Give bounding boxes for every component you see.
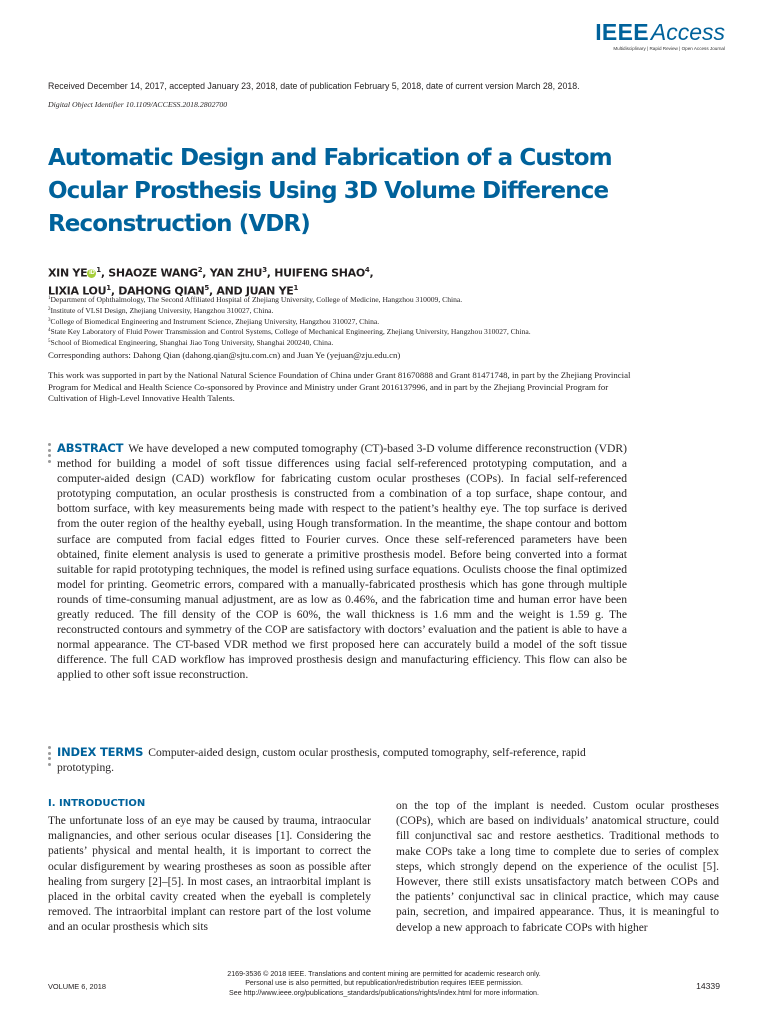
author-affiliation-number: 1	[106, 283, 111, 292]
affiliation-text: Institute of VLSI Design, Zhejiang University, Hangzhou 310027, China.	[50, 305, 274, 315]
affiliation-number: 2	[48, 306, 51, 312]
author-affiliation-number: 1	[96, 266, 101, 274]
author-affiliation-number: 5	[204, 283, 209, 292]
intro-left-column: The unfortunate loss of an eye may be caused by trauma, intraocular malignancies, and other serious ocular diseases [1]. Considering the patients’ physical and mental health, it is important to correct the ocular disfigurement by wearing prostheses as soon as possible after healing from surgery [2]–[5]. In most cases, an intraorbital implant is placed in the orbital cavity created when the eyeball is completely removed. The intraorbital implant can restore part of the lost volume and an ocular prosthesis which sits	[48, 815, 371, 934]
author-name: LIXIA LOU	[48, 284, 107, 298]
funding-note: This work was supported in part by the National Natural Science Foundation of China under Grant 81670888 and Grant 81471748, in part by the Zhejiang Provincial Program for Medical and Health Science Co-sponsored by Province and Ministry under Grant 2016137996, and in part by the Zhejiang Provincial Program for Cultivation of High-Level Innovative Health Talents.	[48, 370, 631, 404]
ieee-access-logo	[590, 20, 725, 51]
page-number: 14339	[696, 981, 720, 991]
footer-license-line: 2169-3536 © 2018 IEEE. Translations and content mining are permitted for academic research only.	[227, 970, 541, 978]
index-terms-label: INDEX TERMS	[57, 745, 144, 759]
abstract-text: We have developed a new computed tomography (CT)-based 3-D volume difference reconstruction (VDR) method for building a model of soft tissue differences using facial self-referenced prototyping computation, and a computer-aided design (CAD) workflow for fabricating custom ocular prostheses (COPs). In facial self-referenced prototyping computation, an ocular prosthesis is constructed from a combination of a top surface, shape contour, and bottom surface, with key measurements being made with respect to the patient’s healthy eye. The top surface is derived from the outer region of the healthy eyeball, using Hough transformation. In the meantime, the shape contour and bottom surface are computed from facial edges fitted to Fourier curves. Once these self-referenced parameters have been obtained, finite element analysis is used to generate a primitive prosthesis model. Before being converted into a format suitable for rapid prototyping techniques, the model is refined using surface equations. Oculists choose the final optimized model for printing. Geometric errors, compared with a manually-fabricated prosthesis which has gone through multiple rounds of time-consuming manual adjustment, are as low as 0.46%, and the fabrication time and human error have been greatly reduced. The fill density of the COP is 60%, the wall thickness is 1.6 mm and the weight is 1.59 g. The reconstructed contours and symmetry of the COP are satisfactory with doctors’ evaluation and the patient is able to have a normal appearance. The CT-based VDR method we first proposed here can accurately build a model of the soft tissue difference. The full CAD workflow has improved prosthesis design and manufacturing efficiency. This flow can also be applied to other soft issue reconstruction.	[57, 442, 627, 682]
intro-right-column: on the top of the implant is needed. Custom ocular prostheses (COPs), which are based on individuals’ anatomical structure, could fill conjunctival sac and restore aesthetics. Traditional methods to make COPs take a long time to complete due to series of complex steps, which strongly depend on the experience of the oculist [5]. However, there still exists unsatisfactory match between COPs and the patients’ conjunctival sac in clinical practice, which may cause pain, secretion, and impaired appearance. Thus, it is meaningful to develop a new approach to fabricate COPs with higher	[396, 800, 719, 934]
affiliation-item	[48, 316, 688, 327]
author-name: HUIFENG SHAO	[274, 266, 365, 280]
footer-license	[180, 970, 588, 998]
affiliation-item	[48, 294, 688, 305]
author-affiliation-number: 1	[293, 283, 299, 292]
doi: Digital Object Identifier 10.1109/ACCESS.2018.2802700	[48, 100, 228, 109]
affiliation-item	[48, 326, 688, 337]
author-affiliation-number: 3	[262, 266, 267, 274]
author-list: XIN YE iD $^1$, SHAOZE WANG$^2$, YAN ZHU$^3$, HUIFENG SHAO$^4$, LIXIA LOU$^1$, DAHONG QIAN$^5$, AND JUAN $YE^1$	[48, 266, 374, 298]
affiliations	[48, 294, 688, 348]
logo-ieee: IEEE	[595, 19, 649, 45]
author-name: SHAOZE WANG	[108, 266, 198, 280]
footer-license-line: See http://www.ieee.org/publications_standards/publications/rights/index.html for more information.	[229, 988, 539, 997]
index-terms-marker-icon	[48, 746, 51, 768]
corresponding-authors: Corresponding authors: Dahong Qian (dahong.qian@sjtu.com.cn) and Juan Ye (yejuan@zju.edu.cn)	[48, 350, 401, 360]
author-name: DAHONG QIAN	[118, 284, 205, 298]
footer-license-line: Personal use is also permitted, but republication/redistribution requires IEEE permission.	[245, 979, 523, 988]
affiliation-text: College of Biomedical Engineering and Instrument Science, Zhejiang University, Hangzhou 310027, China.	[50, 316, 380, 326]
affiliation-number: 3	[48, 317, 51, 323]
article-title: Automatic Design and Fabrication of a Custom Ocular Prosthesis Using 3D Volume Difference Reconstruction (VDR)	[48, 145, 612, 237]
footer-volume: VOLUME 6, 2018	[48, 982, 106, 991]
affiliation-text: State Key Laboratory of Fluid Power Transmission and Control Systems, College of Mechanical Engineering, Zhejiang University, Hangzhou 310027, China.	[50, 327, 531, 337]
abstract	[57, 441, 627, 683]
orcid-icon[interactable]: iD	[89, 269, 95, 276]
affiliation-text: School of Biomedical Engineering, Shanghai Jiao Tong University, Shanghai 200240, China.	[50, 338, 334, 348]
received-dates: Received December 14, 2017, accepted January 23, 2018, date of publication February 5, 2018, date of current version March 28, 2018.	[48, 81, 580, 91]
author-affiliation-number: 4	[364, 266, 370, 274]
abstract-marker-icon	[48, 443, 51, 465]
author-name: YAN ZHU	[209, 266, 263, 280]
affiliation-number: 4	[48, 328, 51, 334]
affiliation-text: Department of Ophthalmology, The Second Affiliated Hospital of Zhejiang University, College of Medicine, Hangzhou 310009, China.	[50, 295, 463, 304]
affiliation-number: 5	[48, 339, 51, 345]
abstract-label: ABSTRACT	[57, 441, 124, 455]
index-terms-text: Computer-aided design, custom ocular prosthesis, computed tomography, self-reference, rapid prototyping.	[57, 746, 586, 775]
index-terms	[57, 745, 627, 775]
author-name: AND JUAN YE	[216, 284, 294, 298]
section-title: I. INTRODUCTION	[48, 798, 146, 809]
author-name: XIN YE	[48, 266, 88, 280]
logo-access: Access	[650, 19, 725, 45]
author-affiliation-number: 2	[197, 266, 203, 274]
affiliation-item	[48, 305, 688, 316]
affiliation-item	[48, 337, 688, 348]
affiliation-number: 1	[48, 296, 51, 301]
logo-tagline: Multidisciplinary | Rapid Review | Open Access Journal	[613, 46, 725, 51]
